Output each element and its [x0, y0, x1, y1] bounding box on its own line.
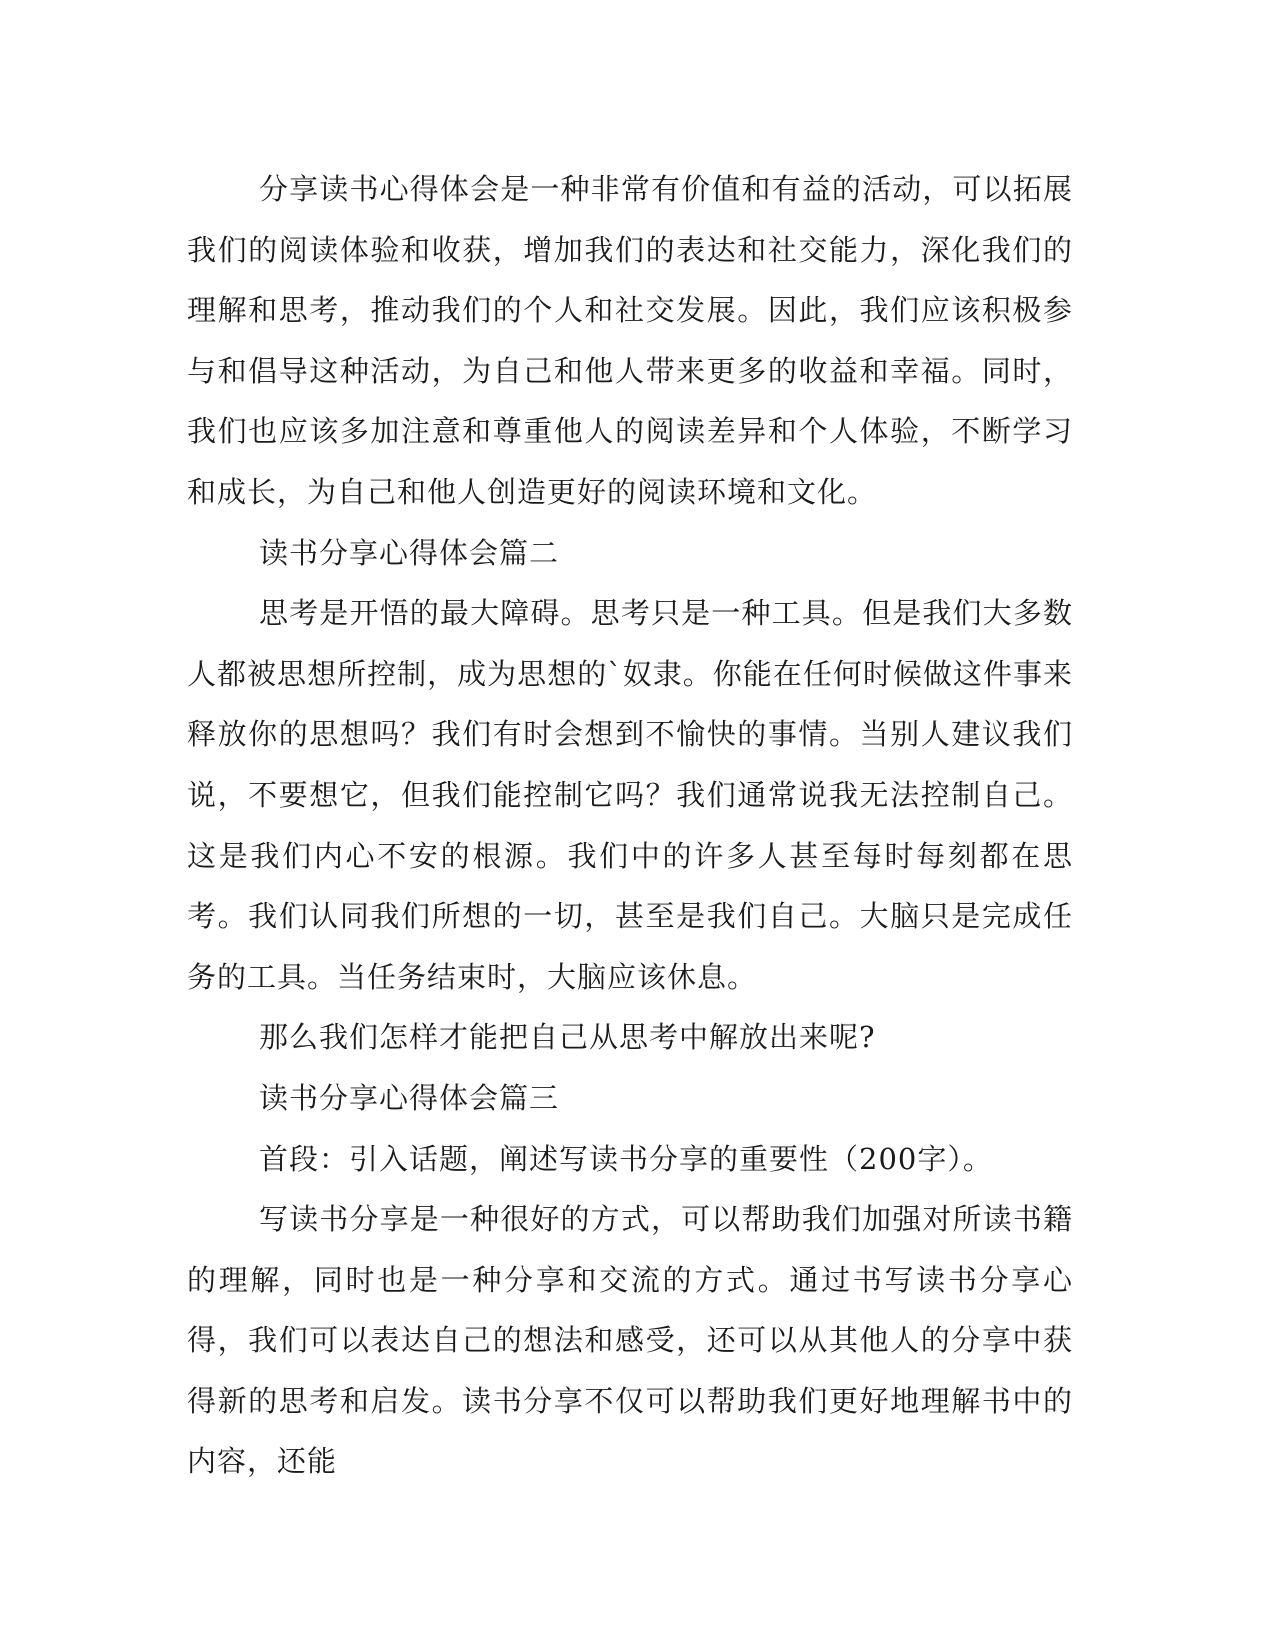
paragraph-summary: 分享读书心得体会是一种非常有价值和有益的活动，可以拓展我们的阅读体验和收获，增加我们的表达和社交能力，深化我们的理解和思考，推动我们的个人和社交发展。因此，我们应该积极参与和倡导这种活动，为自己和他人带来更多的收益和幸福。同时，我们也应该多加注意和尊重他人的阅读差异和个人体验，不断学习和成长，为自己和他人创造更好的阅读环境和文化。: [187, 172, 1073, 509]
paragraph-writing-sharing: 写读书分享是一种很好的方式，可以帮助我们加强对所读书籍的理解，同时也是一种分享和交流的方式。通过书写读书分享心得，我们可以表达自己的想法和感受，还可以从其他人的分享中获得新的思考和启发。读书分享不仅可以帮助我们更好地理解书中的内容，还能: [187, 1202, 1073, 1479]
paragraph-question: 那么我们怎样才能把自己从思考中解放出来呢?: [259, 1020, 876, 1055]
section-heading-part-two: 读书分享心得体会篇二: [259, 535, 560, 570]
section-heading-part-three: 读书分享心得体会篇三: [259, 1080, 560, 1115]
document-body: [187, 159, 1073, 1492]
paragraph-thinking: 思考是开悟的最大障碍。思考只是一种工具。但是我们大多数人都被思想所控制，成为思想的`奴隶。你能在任何时候做这件事来释放你的思想吗？我们有时会想到不愉快的事情。当别人建议我们说，不要想它，但我们能控制它吗？我们通常说我无法控制自己。这是我们内心不安的根源。我们中的许多人甚至每时每刻都在思考。我们认同我们所想的一切，甚至是我们自己。大脑只是完成任务的工具。当任务结束时，大脑应该休息。: [187, 596, 1073, 994]
paragraph-first-section-intro: 首段：引入话题，阐述写读书分享的重要性（200字）。: [259, 1141, 993, 1176]
